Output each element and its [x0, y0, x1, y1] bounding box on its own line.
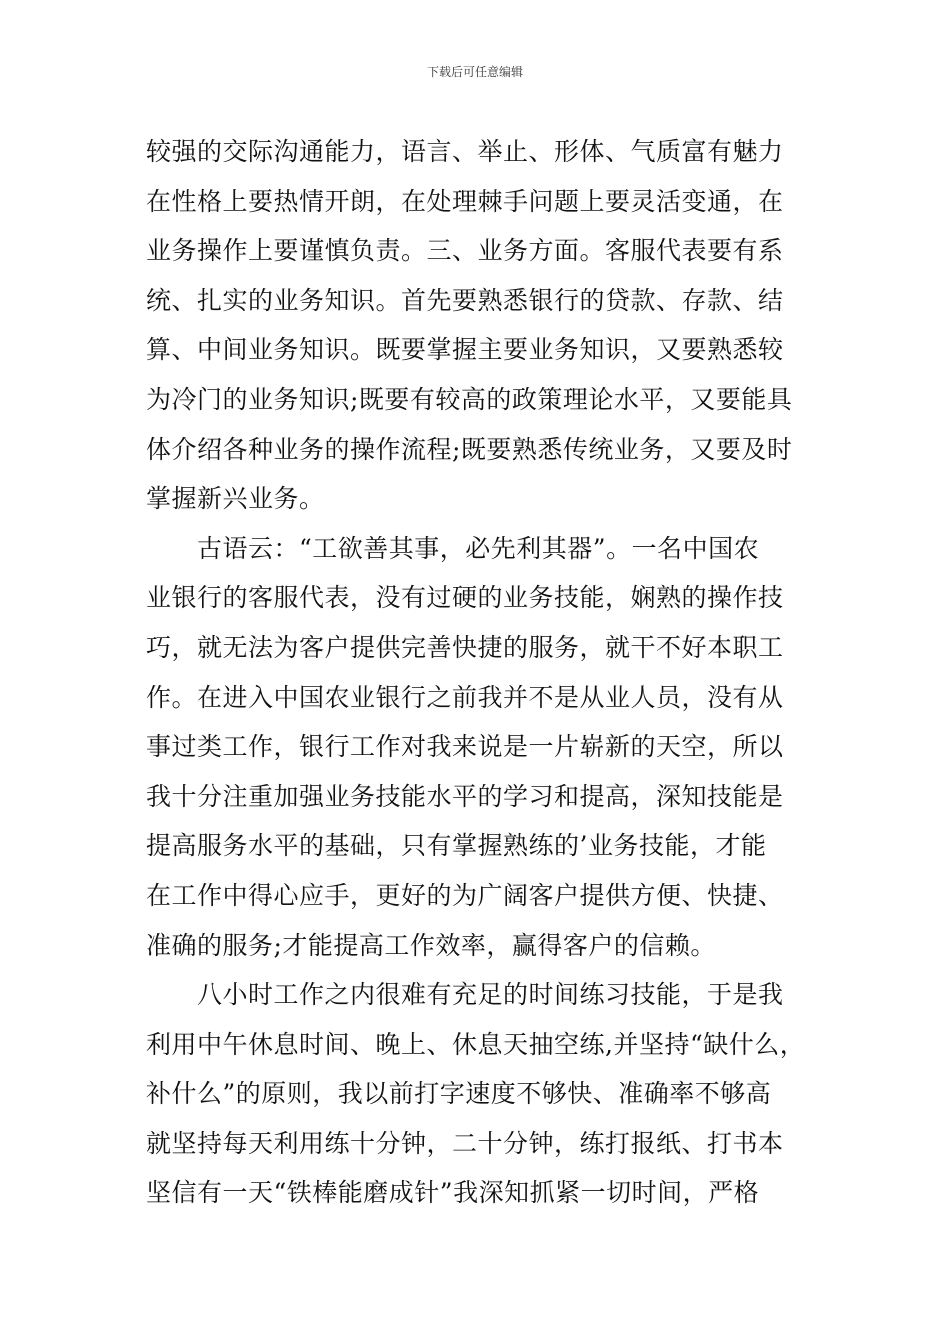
text-line: 我十分注重加强业务技能水平的学习和提高，深知技能是 [146, 781, 784, 811]
text-line: 事过类工作，银行工作对我来说是一片崭新的天空，所以 [146, 732, 784, 762]
text-line: 提高服务水平的基础，只有掌握熟练的’业务技能，才能 [146, 831, 767, 861]
text-line: 较强的交际沟通能力，语言、举止、形体、气质富有魅力 [146, 137, 784, 166]
text-line: 为冷门的业务知识;既要有较高的政策理论水平，又要能具 [146, 384, 793, 414]
text-line: 古语云：“工欲善其事，必先利其器”。一名中国农 [146, 533, 760, 563]
text-line: 准确的服务;才能提高工作效率，赢得客户的信赖。 [146, 930, 716, 960]
document-body [146, 127, 816, 1218]
page-header-note: 下载后可任意编辑 [426, 65, 523, 79]
text-line: 算、中间业务知识。既要掌握主要业务知识，又要熟悉较 [146, 335, 784, 365]
text-line: 补什么”的原则，我以前打字速度不够快、准确率不够高 [146, 1079, 772, 1109]
text-line: 就坚持每天利用练十分钟，二十分钟，练打报纸、打书本 [146, 1128, 784, 1158]
text-line: 业银行的客服代表，没有过硬的业务技能，娴熟的操作技 [146, 583, 784, 613]
text-line: 巧，就无法为客户提供完善快捷的服务，就干不好本职工 [146, 632, 784, 662]
text-line: 作。在进入中国农业银行之前我并不是从业人员，没有从 [146, 682, 784, 712]
text-line: 业务操作上要谨慎负责。三、业务方面。客服代表要有系 [146, 236, 784, 266]
text-line: 利用中午休息时间、晚上、休息天抽空练,并坚持“缺什么， [146, 1029, 806, 1059]
text-line: 统、扎实的业务知识。首先要熟悉银行的贷款、存款、结 [146, 285, 784, 315]
text-line: 在性格上要热情开朗，在处理棘手问题上要灵活变通，在 [146, 186, 784, 216]
text-line: 在工作中得心应手，更好的为广阔客户提供方便、快捷、 [146, 880, 784, 910]
text-line: 掌握新兴业务。 [146, 484, 325, 514]
text-line: 坚信有一天“铁棒能磨成针”我深知抓紧一切时间，严格 [146, 1178, 760, 1208]
text-line: 八小时工作之内很难有充足的时间练习技能，于是我 [146, 980, 784, 1010]
text-line: 体介绍各种业务的操作流程;既要熟悉传统业务，又要及时 [146, 434, 793, 464]
